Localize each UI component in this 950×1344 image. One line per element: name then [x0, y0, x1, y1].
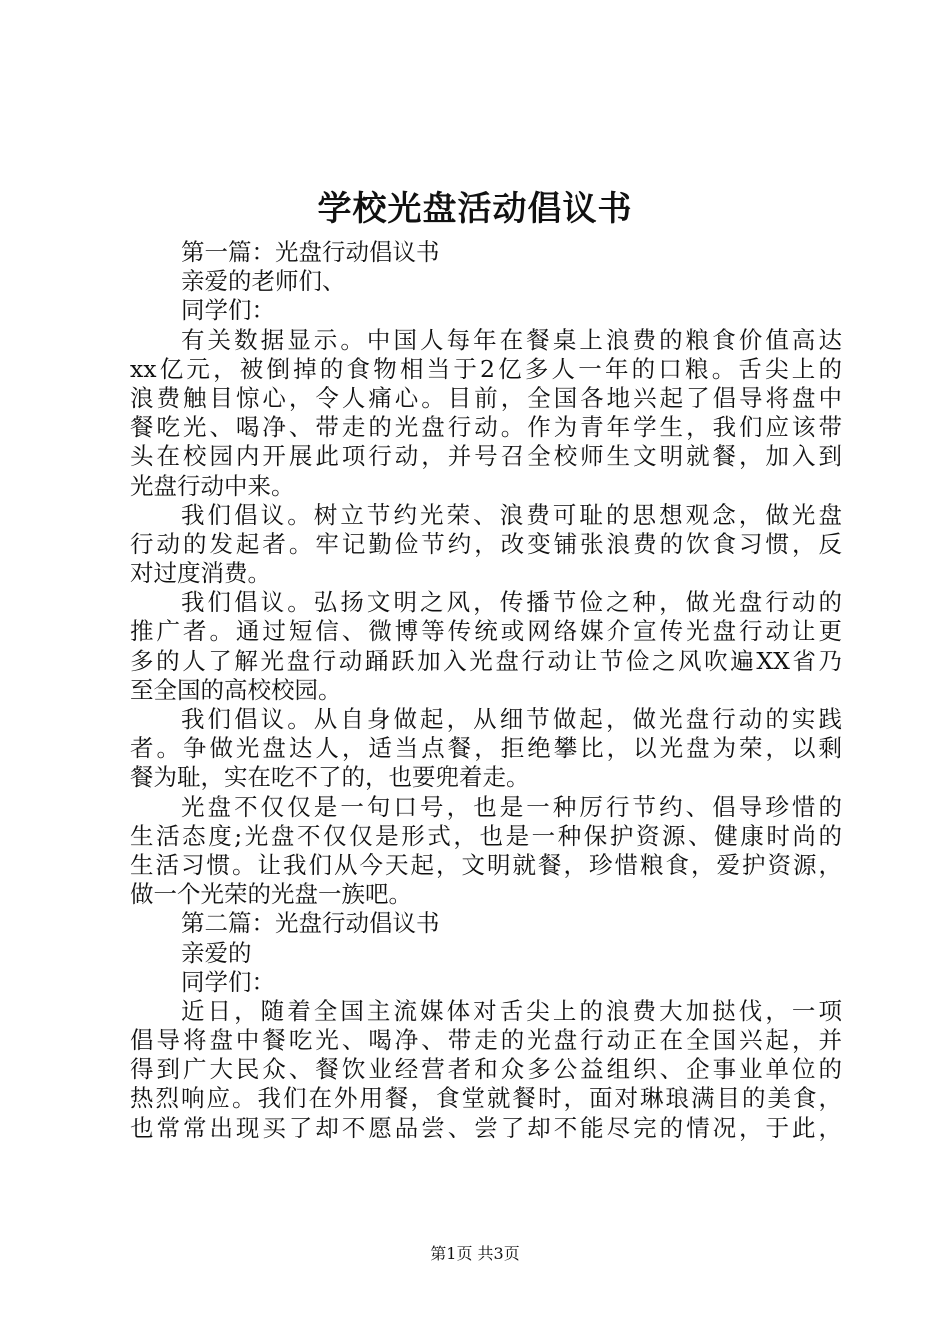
paragraph-line: 我们倡议。树立节约光荣、浪费可耻的思想观念，做光盘: [181, 500, 842, 529]
salutation-line: 同学们：: [181, 296, 275, 325]
paragraph-line: 对过度消费。: [130, 559, 271, 588]
paragraph-line: 也常常出现买了却不愿品尝、尝了却不能尽完的情况，于此，: [130, 1113, 842, 1142]
salutation-line: 亲爱的老师们、: [181, 267, 346, 296]
paragraph-line: 行动的发起者。牢记勤俭节约，改变铺张浪费的饮食习惯，反: [130, 529, 842, 558]
paragraph-line: xx亿元，被倒掉的食物相当于2亿多人一年的口粮。舌尖上的: [130, 354, 842, 383]
section-heading: 第一篇：光盘行动倡议书: [181, 238, 440, 266]
paragraph-line: 得到广大民众、餐饮业经营者和众多公益组织、企事业单位的: [130, 1055, 842, 1084]
paragraph-line: 做一个光荣的光盘一族吧。: [130, 880, 412, 909]
paragraph-line: 有关数据显示。中国人每年在餐桌上浪费的粮食价值高达: [181, 325, 842, 354]
paragraph-line: 近日，随着全国主流媒体对舌尖上的浪费大加挞伐，一项: [181, 996, 842, 1025]
paragraph-line: 生活习惯。让我们从今天起，文明就餐，珍惜粮食，爱护资源，: [130, 850, 842, 879]
paragraph-line: 光盘行动中来。: [130, 471, 295, 500]
paragraph-line: 者。争做光盘达人，适当点餐，拒绝攀比，以光盘为荣，以剩: [130, 734, 842, 763]
paragraph-line: 倡导将盘中餐吃光、喝净、带走的光盘行动正在全国兴起，并: [130, 1026, 842, 1055]
paragraph-line: 餐为耻，实在吃不了的，也要兜着走。: [130, 763, 530, 792]
paragraph-line: 我们倡议。从自身做起，从细节做起，做光盘行动的实践: [181, 705, 842, 733]
document-title: 学校光盘活动倡议书: [317, 189, 633, 229]
page-footer: 第1页 共3页: [430, 1244, 520, 1263]
paragraph-line: 头在校园内开展此项行动，并号召全校师生文明就餐，加入到: [130, 442, 842, 471]
document-body: [130, 238, 842, 1143]
paragraph-line: 我们倡议。弘扬文明之风，传播节俭之种，做光盘行动的: [181, 588, 842, 617]
salutation-line: 亲爱的: [181, 938, 252, 967]
paragraph-line: 至全国的高校校园。: [130, 675, 342, 704]
paragraph-line: 推广者。通过短信、微博等传统或网络媒介宣传光盘行动让更: [130, 617, 842, 646]
paragraph-line: 光盘不仅仅是一句口号，也是一种厉行节约、倡导珍惜的: [181, 792, 842, 821]
paragraph-line: 餐吃光、喝净、带走的光盘行动。作为青年学生，我们应该带: [130, 413, 842, 442]
paragraph-line: 多的人了解光盘行动踊跃加入光盘行动让节俭之风吹遍XX省乃: [130, 646, 842, 675]
paragraph-line: 生活态度;光盘不仅仅是形式，也是一种保护资源、健康时尚的: [130, 821, 842, 850]
section-heading: 第二篇：光盘行动倡议书: [181, 909, 440, 938]
salutation-line: 同学们：: [181, 967, 275, 996]
paragraph-line: 热烈响应。我们在外用餐，食堂就餐时，面对琳琅满目的美食，: [130, 1084, 842, 1113]
paragraph-line: 浪费触目惊心，令人痛心。目前，全国各地兴起了倡导将盘中: [130, 383, 842, 412]
